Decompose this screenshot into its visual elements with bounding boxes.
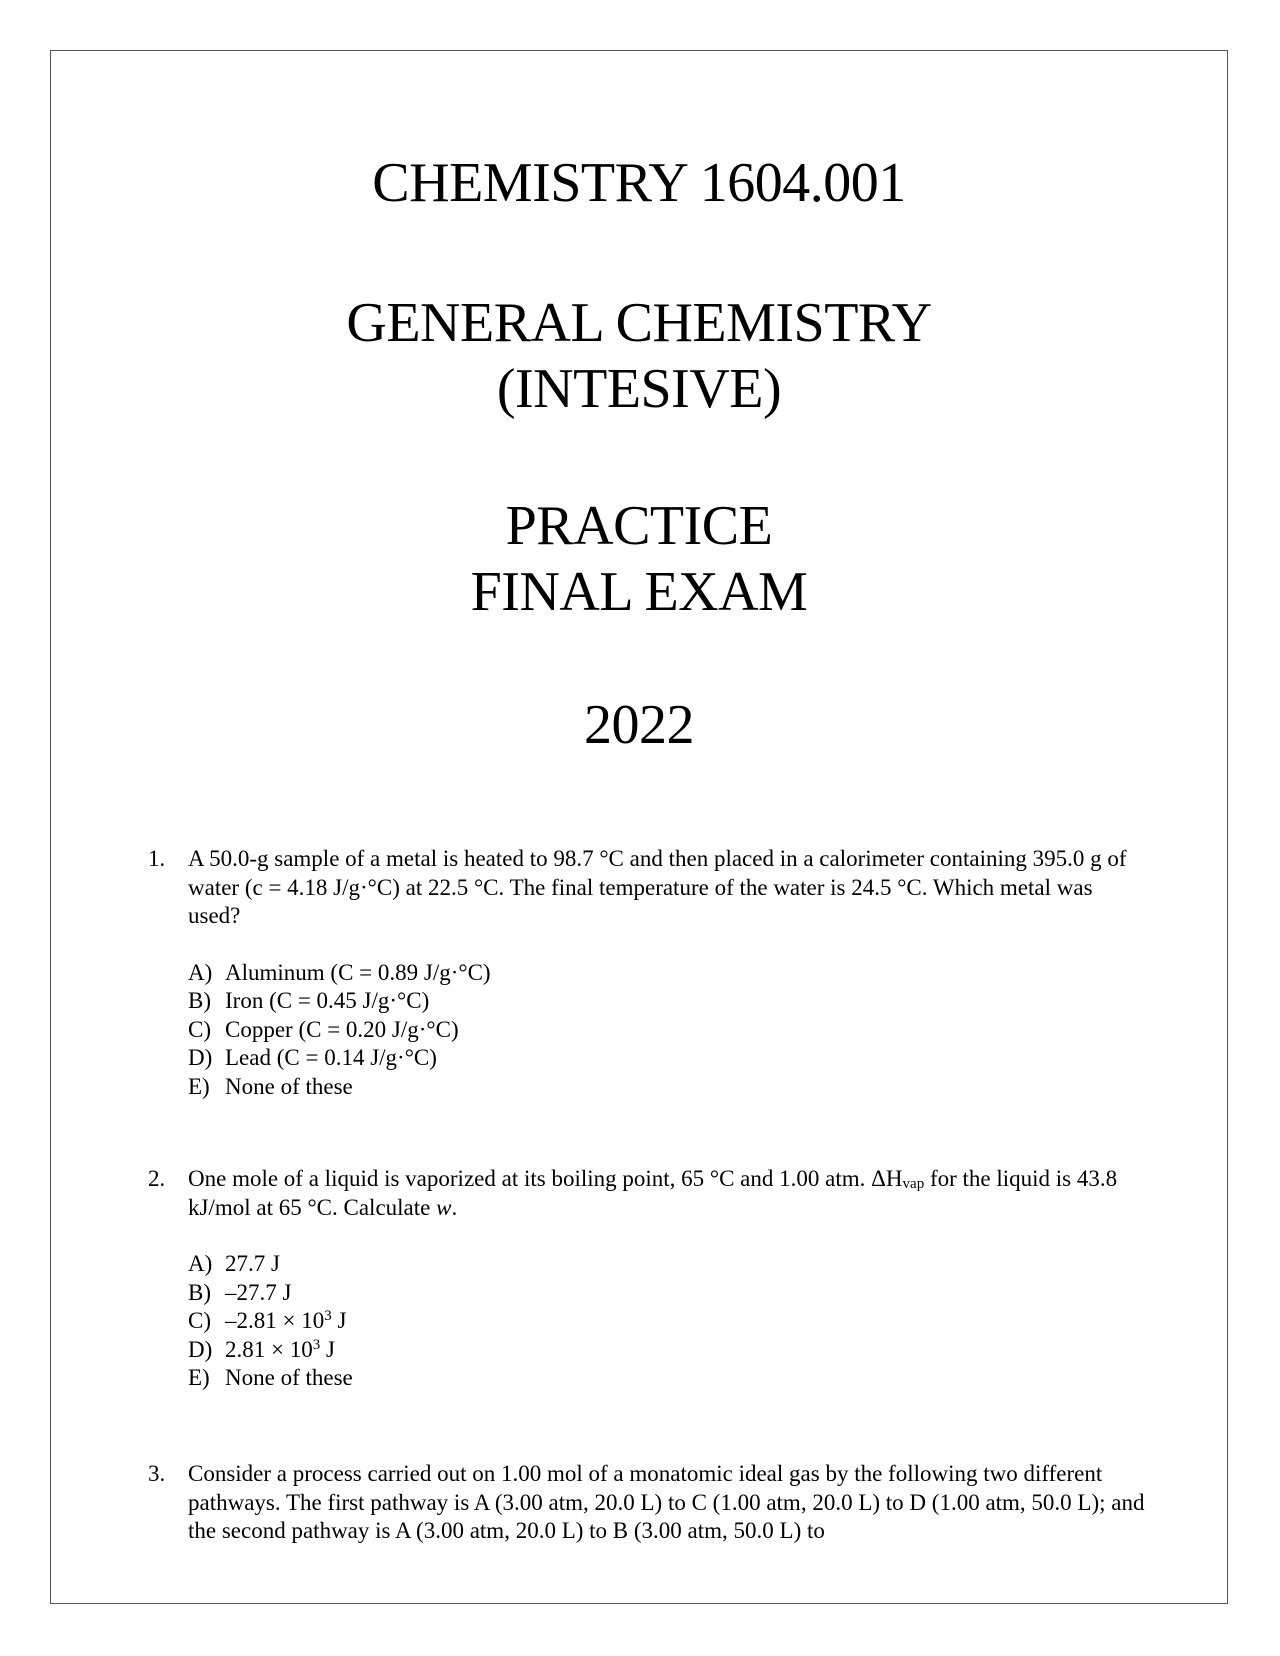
question-2 <box>148 1165 1128 1393</box>
exam-title <box>50 493 1228 625</box>
exam-title-line2: FINAL EXAM <box>470 561 808 623</box>
course-name-line1: GENERAL CHEMISTRY <box>346 292 932 354</box>
question-text: Consider a process carried out on 1.00 mol of a monatomic ideal gas by the following two different pathways. The first pathway is A (3.00 atm, 20.0 L) to C (1.00 atm, 20.0 L) to D (1.00 atm, 50.0 L); and the second pathway is A (3.00 atm, 20.0 L) to B (3.00 atm, 50.0 L) to <box>188 1461 1145 1543</box>
question-1 <box>148 845 1128 1101</box>
answer-choices <box>188 959 1128 1102</box>
choice-c: C) Copper (C = 0.20 J/g·°C) <box>188 1016 459 1042</box>
course-name-line2: (INTESIVE) <box>496 358 782 420</box>
exam-title-line1: PRACTICE <box>505 495 773 557</box>
choice-a: A) 27.7 J <box>188 1251 280 1276</box>
question-number: 2. <box>148 1166 166 1191</box>
exam-year: 2022 <box>584 694 694 756</box>
choice-d: D) Lead (C = 0.14 J/g·°C) <box>188 1045 437 1070</box>
choice-e: E) None of these <box>188 1073 353 1099</box>
question-text: One mole of a liquid is vaporized at its boiling point, 65 °C and 1.00 atm. $\Delta H_{vap}$ for the liquid is 43.8 kJ/mol at 65 °C. Calculate w. <box>188 1166 1118 1220</box>
answer-choices <box>188 1250 1128 1393</box>
choice-e: E) None of these <box>188 1365 353 1390</box>
question-number: 3. <box>148 1461 166 1486</box>
course-code-title: CHEMISTRY 1604.001 <box>372 152 906 214</box>
course-name-title <box>50 290 1228 422</box>
question-text: A 50.0-g sample of a metal is heated to 98.7 °C and then placed in a calorimeter containing 395.0 g of water (c = 4.18 J/g·°C) at 22.5 °C. The final temperature of the water is 24.5 °C. Which metal was used? <box>188 846 1127 928</box>
choice-c: C) $-2.81 \times 10^3$ J <box>188 1308 347 1333</box>
choice-d: D) $2.81 \times 10^3$ J <box>188 1336 335 1362</box>
question-number: 1. <box>148 846 166 871</box>
choice-b: B) –27.7 J <box>188 1279 292 1305</box>
question-3 <box>148 1460 1148 1546</box>
choice-a: A) Aluminum (C = 0.89 J/g·°C) <box>188 959 491 985</box>
choice-b: B) Iron (C = 0.45 J/g·°C) <box>188 988 430 1013</box>
